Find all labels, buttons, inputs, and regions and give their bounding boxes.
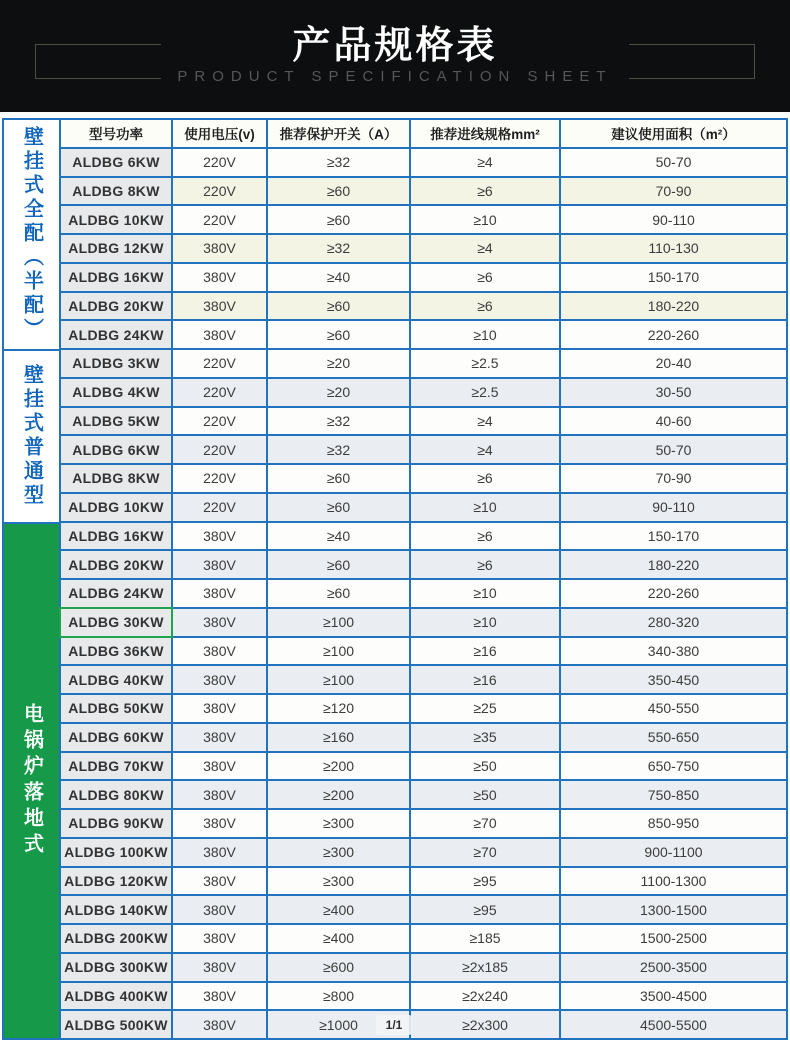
voltage-cell: 380V [171,293,266,320]
model-cell: ALDBG 60KW [61,724,171,751]
model-cell: ALDBG 400KW [61,983,171,1010]
header-banner [0,0,790,112]
model-cell: ALDBG 4KW [61,379,171,406]
switch-cell: ≥60 [266,551,409,578]
model-cell: ALDBG 5KW [61,408,171,435]
switch-cell: ≥1000 [266,1011,409,1038]
voltage-cell: 380V [171,724,266,751]
voltage-cell: 380V [171,781,266,808]
page-subtitle: PRODUCT SPECIFICATION SHEET [177,68,613,85]
wire-cell: ≥25 [409,695,559,722]
wire-cell: ≥95 [409,868,559,895]
switch-cell: ≥400 [266,925,409,952]
table-row [61,377,786,406]
wire-cell: ≥2x240 [409,983,559,1010]
col-header-switch: 推荐保护开关（A） [266,120,409,147]
wire-cell: ≥6 [409,465,559,492]
switch-cell: ≥60 [266,494,409,521]
area-cell: 20-40 [559,350,786,377]
model-cell: ALDBG 8KW [61,465,171,492]
col-header-wire: 推荐进线规格mm² [409,120,559,147]
switch-cell: ≥120 [266,695,409,722]
wire-cell: ≥6 [409,551,559,578]
voltage-cell: 380V [171,896,266,923]
model-cell: ALDBG 500KW [61,1011,171,1038]
wire-cell: ≥4 [409,436,559,463]
table-row [61,578,786,607]
wire-cell: ≥6 [409,178,559,205]
table-row [61,348,786,377]
table-row [61,866,786,895]
switch-cell: ≥400 [266,896,409,923]
voltage-cell: 220V [171,408,266,435]
area-cell: 900-1100 [559,839,786,866]
model-cell: ALDBG 36KW [61,638,171,665]
voltage-cell: 220V [171,206,266,233]
switch-cell: ≥32 [266,149,409,176]
page-indicator: 1/1 [376,1015,412,1035]
switch-cell: ≥600 [266,954,409,981]
wire-cell: ≥185 [409,925,559,952]
switch-cell: ≥20 [266,379,409,406]
model-cell: ALDBG 16KW [61,264,171,291]
model-cell: ALDBG 50KW [61,695,171,722]
wire-cell: ≥2.5 [409,350,559,377]
area-cell: 70-90 [559,178,786,205]
table-row [61,262,786,291]
switch-cell: ≥60 [266,293,409,320]
voltage-cell: 220V [171,494,266,521]
area-cell: 550-650 [559,724,786,751]
table-row [61,636,786,665]
col-header-area: 建议使用面积（m²） [559,120,786,147]
table-row [61,722,786,751]
voltage-cell: 380V [171,609,266,636]
col-header-model: 型号功率 [61,120,171,147]
wire-cell: ≥6 [409,264,559,291]
area-cell: 850-950 [559,810,786,837]
model-cell: ALDBG 24KW [61,321,171,348]
model-cell: ALDBG 20KW [61,551,171,578]
table-row [61,521,786,550]
area-cell: 150-170 [559,523,786,550]
area-cell: 180-220 [559,551,786,578]
table-row [61,751,786,780]
area-cell: 1300-1500 [559,896,786,923]
table-row [61,147,786,176]
area-cell: 90-110 [559,494,786,521]
voltage-cell: 380V [171,551,266,578]
model-cell: ALDBG 100KW [61,839,171,866]
area-cell: 220-260 [559,321,786,348]
voltage-cell: 380V [171,925,266,952]
switch-cell: ≥200 [266,781,409,808]
table-row [61,176,786,205]
model-cell: ALDBG 6KW [61,149,171,176]
table-row [61,981,786,1010]
wire-cell: ≥35 [409,724,559,751]
voltage-cell: 380V [171,638,266,665]
wire-cell: ≥16 [409,666,559,693]
table-row [61,952,786,981]
voltage-cell: 220V [171,379,266,406]
model-cell: ALDBG 30KW [61,609,171,636]
area-cell: 50-70 [559,149,786,176]
section-label-2 [4,349,59,522]
voltage-cell: 220V [171,178,266,205]
switch-cell: ≥100 [266,666,409,693]
switch-cell: ≥200 [266,753,409,780]
wire-cell: ≥6 [409,523,559,550]
switch-cell: ≥100 [266,638,409,665]
voltage-cell: 380V [171,839,266,866]
col-header-voltage: 使用电压(v) [171,120,266,147]
wire-cell: ≥10 [409,321,559,348]
model-cell: ALDBG 6KW [61,436,171,463]
model-cell: ALDBG 80KW [61,781,171,808]
table-row [61,204,786,233]
model-cell: ALDBG 120KW [61,868,171,895]
table-row [61,837,786,866]
switch-cell: ≥300 [266,810,409,837]
switch-cell: ≥60 [266,206,409,233]
switch-cell: ≥800 [266,983,409,1010]
voltage-cell: 380V [171,264,266,291]
model-cell: ALDBG 40KW [61,666,171,693]
wire-cell: ≥10 [409,580,559,607]
switch-cell: ≥300 [266,868,409,895]
table-row [61,291,786,320]
area-cell: 180-220 [559,293,786,320]
voltage-cell: 380V [171,810,266,837]
area-cell: 1100-1300 [559,868,786,895]
switch-cell: ≥160 [266,724,409,751]
model-cell: ALDBG 10KW [61,206,171,233]
section-label-1 [4,120,59,349]
table-row [61,894,786,923]
area-cell: 90-110 [559,206,786,233]
table-row [61,434,786,463]
model-cell: ALDBG 12KW [61,235,171,262]
spec-table [2,118,788,1040]
area-cell: 650-750 [559,753,786,780]
area-cell: 3500-4500 [559,983,786,1010]
voltage-cell: 380V [171,868,266,895]
table-row [61,607,786,636]
model-cell: ALDBG 70KW [61,753,171,780]
switch-cell: ≥100 [266,609,409,636]
table-row [61,923,786,952]
table-row [61,233,786,262]
area-cell: 30-50 [559,379,786,406]
switch-cell: ≥300 [266,839,409,866]
area-cell: 350-450 [559,666,786,693]
area-cell: 750-850 [559,781,786,808]
voltage-cell: 380V [171,666,266,693]
voltage-cell: 380V [171,321,266,348]
table-row [61,549,786,578]
voltage-cell: 380V [171,954,266,981]
table-row [61,1009,786,1038]
area-cell: 280-320 [559,609,786,636]
switch-cell: ≥40 [266,264,409,291]
area-cell: 2500-3500 [559,954,786,981]
model-cell: ALDBG 140KW [61,896,171,923]
switch-cell: ≥60 [266,178,409,205]
wire-cell: ≥10 [409,206,559,233]
voltage-cell: 380V [171,1011,266,1038]
model-cell: ALDBG 200KW [61,925,171,952]
model-cell: ALDBG 24KW [61,580,171,607]
voltage-cell: 220V [171,149,266,176]
wire-cell: ≥10 [409,609,559,636]
model-cell: ALDBG 10KW [61,494,171,521]
switch-cell: ≥20 [266,350,409,377]
voltage-cell: 380V [171,523,266,550]
table-row [61,664,786,693]
wire-cell: ≥50 [409,753,559,780]
switch-cell: ≥60 [266,321,409,348]
section-label-text: 电锅炉落地式 [20,702,43,859]
voltage-cell: 220V [171,350,266,377]
wire-cell: ≥4 [409,235,559,262]
wire-cell: ≥2x185 [409,954,559,981]
model-cell: ALDBG 90KW [61,810,171,837]
switch-cell: ≥32 [266,436,409,463]
section-label-text: 壁挂式全配（半配） [20,126,43,343]
wire-cell: ≥70 [409,839,559,866]
wire-cell: ≥50 [409,781,559,808]
switch-cell: ≥40 [266,523,409,550]
model-cell: ALDBG 8KW [61,178,171,205]
table-row [61,693,786,722]
voltage-cell: 220V [171,465,266,492]
area-cell: 4500-5500 [559,1011,786,1038]
wire-cell: ≥10 [409,494,559,521]
model-cell: ALDBG 16KW [61,523,171,550]
wire-cell: ≥16 [409,638,559,665]
table-row [61,492,786,521]
table-header-row [61,120,786,147]
model-cell: ALDBG 300KW [61,954,171,981]
table-row [61,779,786,808]
table-row [61,319,786,348]
area-cell: 70-90 [559,465,786,492]
voltage-cell: 380V [171,753,266,780]
area-cell: 110-130 [559,235,786,262]
section-label-text: 壁挂式普通型 [20,364,43,509]
area-cell: 50-70 [559,436,786,463]
model-cell: ALDBG 3KW [61,350,171,377]
area-cell: 220-260 [559,580,786,607]
voltage-cell: 380V [171,695,266,722]
table-row [61,406,786,435]
switch-cell: ≥60 [266,580,409,607]
table-row [61,463,786,492]
switch-cell: ≥60 [266,465,409,492]
wire-cell: ≥4 [409,408,559,435]
area-cell: 450-550 [559,695,786,722]
table-content [61,120,786,1038]
wire-cell: ≥2.5 [409,379,559,406]
area-cell: 150-170 [559,264,786,291]
section-label-3 [4,522,59,1038]
area-cell: 1500-2500 [559,925,786,952]
voltage-cell: 380V [171,235,266,262]
voltage-cell: 380V [171,983,266,1010]
wire-cell: ≥4 [409,149,559,176]
area-cell: 40-60 [559,408,786,435]
voltage-cell: 380V [171,580,266,607]
model-cell: ALDBG 20KW [61,293,171,320]
page-title: 产品规格表 [292,25,498,67]
wire-cell: ≥6 [409,293,559,320]
switch-cell: ≥32 [266,235,409,262]
category-sidebar [4,120,61,1038]
wire-cell: ≥95 [409,896,559,923]
voltage-cell: 220V [171,436,266,463]
table-row [61,808,786,837]
switch-cell: ≥32 [266,408,409,435]
area-cell: 340-380 [559,638,786,665]
wire-cell: ≥2x300 [409,1011,559,1038]
wire-cell: ≥70 [409,810,559,837]
